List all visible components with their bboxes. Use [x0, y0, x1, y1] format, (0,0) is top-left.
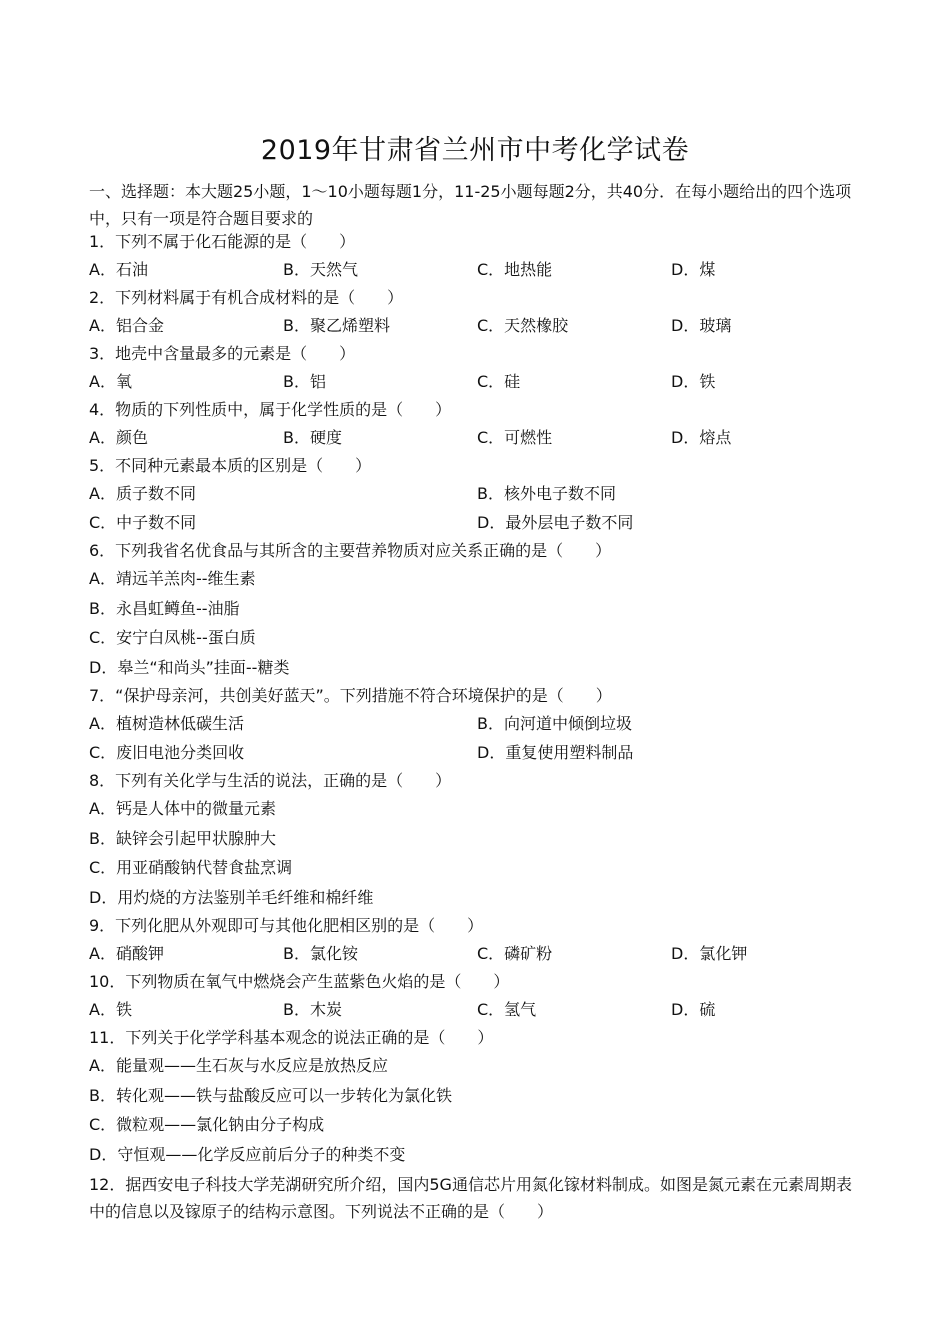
option-a: A．钙是人体中的微量元素 — [89, 799, 276, 818]
option-d: D．用灼烧的方法鉴别羊毛纤维和棉纤维 — [89, 888, 374, 907]
option-b: B．氯化铵 — [283, 944, 358, 963]
option-b: B．核外电子数不同 — [477, 484, 616, 503]
option-a: A．石油 — [89, 260, 148, 279]
page-title: 2019年甘肃省兰州市中考化学试卷 — [260, 135, 690, 166]
option-b: B．天然气 — [283, 260, 358, 279]
option-d: D．铁 — [671, 372, 716, 391]
section-header: 一、选择题：本大题25小题，1～10小题每题1分，11-25小题每题2分，共40分．在每小题给出的四个选项中，只有一项是符合题目要求的 — [89, 182, 852, 228]
option-b: B．硬度 — [283, 428, 342, 447]
option-d: D．氯化钾 — [671, 944, 748, 963]
option-c: C．天然橡胶 — [477, 316, 569, 335]
option-d: D．最外层电子数不同 — [477, 513, 634, 532]
question-stem: 12．据西安电子科技大学芜湖研究所介绍，国内5G通信芯片用氮化镓材料制成。如图是氮元素在元素周期表中的信息以及镓原子的结构示意图。下列说法不正确的是（ ） — [89, 1175, 852, 1221]
option-d: D．皋兰“和尚头”挂面--糖类 — [89, 658, 290, 677]
option-d: D．硫 — [671, 1000, 716, 1019]
option-b: B．缺锌会引起甲状腺肿大 — [89, 829, 276, 848]
option-d: D．玻璃 — [671, 316, 732, 335]
option-a: A．植树造林低碳生活 — [89, 714, 244, 733]
option-c: C．微粒观——氯化钠由分子构成 — [89, 1115, 325, 1134]
option-b: B．向河道中倾倒垃圾 — [477, 714, 632, 733]
option-a: A．硝酸钾 — [89, 944, 164, 963]
question-stem: 2．下列材料属于有机合成材料的是（ ） — [89, 288, 404, 307]
question-stem: 9．下列化肥从外观即可与其他化肥相区别的是（ ） — [89, 916, 484, 935]
option-c: C．用亚硝酸钠代替食盐烹调 — [89, 858, 293, 877]
option-a: A．氧 — [89, 372, 132, 391]
option-a: A．颜色 — [89, 428, 148, 447]
question-stem: 3．地壳中含量最多的元素是（ ） — [89, 344, 356, 363]
question-stem: 11．下列关于化学学科基本观念的说法正确的是（ ） — [89, 1028, 494, 1047]
option-a: A．铁 — [89, 1000, 132, 1019]
option-c: C．可燃性 — [477, 428, 553, 447]
option-d: D．熔点 — [671, 428, 732, 447]
question-stem: 8．下列有关化学与生活的说法，正确的是（ ） — [89, 771, 452, 790]
option-b: B．铝 — [283, 372, 326, 391]
option-c: C．氢气 — [477, 1000, 537, 1019]
option-c: C．地热能 — [477, 260, 553, 279]
option-c: C．中子数不同 — [89, 513, 197, 532]
question-stem: 10．下列物质在氧气中燃烧会产生蓝紫色火焰的是（ ） — [89, 972, 510, 991]
option-b: B．木炭 — [283, 1000, 342, 1019]
option-c: C．废旧电池分类回收 — [89, 743, 245, 762]
option-c: C．硅 — [477, 372, 521, 391]
option-b: B．永昌虹鳟鱼--油脂 — [89, 599, 240, 618]
option-c: C．磷矿粉 — [477, 944, 553, 963]
question-stem: 4．物质的下列性质中，属于化学性质的是（ ） — [89, 400, 452, 419]
option-d: D．守恒观——化学反应前后分子的种类不变 — [89, 1145, 406, 1164]
option-a: A．质子数不同 — [89, 484, 196, 503]
option-a: A．能量观——生石灰与水反应是放热反应 — [89, 1056, 388, 1075]
option-b: B．转化观——铁与盐酸反应可以一步转化为氯化铁 — [89, 1086, 452, 1105]
question-stem: 6．下列我省名优食品与其所含的主要营养物质对应关系正确的是（ ） — [89, 541, 612, 560]
question-stem: 7．“保护母亲河，共创美好蓝天”。下列措施不符合环境保护的是（ ） — [89, 686, 612, 705]
option-c: C．安宁白凤桃--蛋白质 — [89, 628, 256, 647]
option-d: D．重复使用塑料制品 — [477, 743, 634, 762]
question-stem: 1．下列不属于化石能源的是（ ） — [89, 232, 356, 251]
question-stem: 5．不同种元素最本质的区别是（ ） — [89, 456, 372, 475]
option-b: B．聚乙烯塑料 — [283, 316, 390, 335]
option-a: A．铝合金 — [89, 316, 164, 335]
option-d: D．煤 — [671, 260, 716, 279]
option-a: A．靖远羊羔肉--维生素 — [89, 569, 256, 588]
